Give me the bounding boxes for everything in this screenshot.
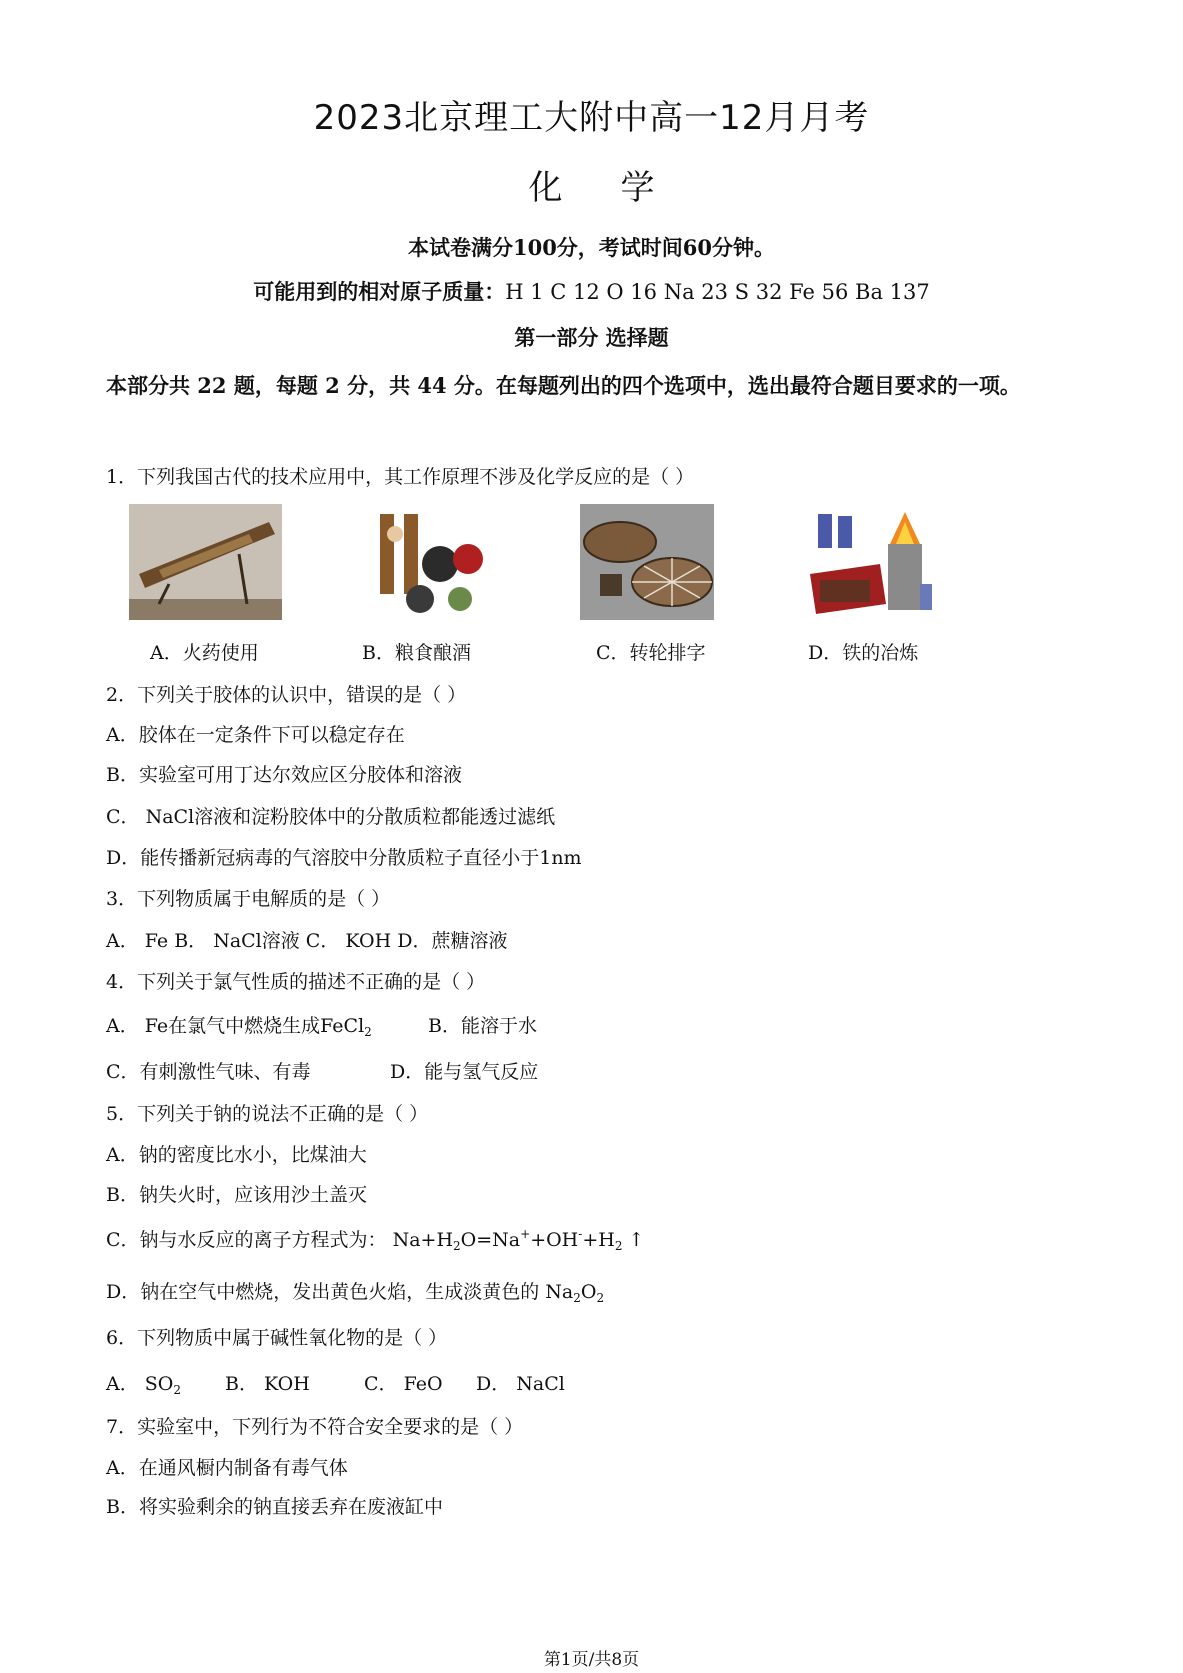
q5-option-c-sup2: - — [578, 1227, 583, 1241]
q1-option-b: B．粮食酿酒 — [362, 642, 471, 664]
q5-option-c-sub1: 2 — [453, 1239, 461, 1253]
q5-option-d-part1: D．钠在空气中燃烧，发出黄色火焰，生成淡黄色的 Na — [106, 1281, 574, 1303]
q1-stem: 1．下列我国古代的技术应用中，其工作原理不涉及化学反应的是（ ） — [106, 466, 695, 488]
q5-option-c-part2: O=Na — [460, 1229, 521, 1251]
q2-option-b: B．实验室可用丁达尔效应区分胶体和溶液 — [106, 764, 462, 786]
q4-option-a-sub: 2 — [364, 1025, 372, 1039]
q4-stem: 4．下列关于氯气性质的描述不正确的是（ ） — [106, 971, 486, 993]
q5-option-a: A．钠的密度比水小，比煤油大 — [106, 1144, 367, 1166]
q5-option-b: B．钠失火时，应该用沙土盖灭 — [106, 1184, 367, 1206]
q6-option-d: D． NaCl — [476, 1373, 565, 1395]
q2-option-a: A．胶体在一定条件下可以稳定存在 — [106, 724, 405, 746]
q5-option-d-part2: O — [580, 1281, 597, 1303]
iron-smelting-image — [800, 504, 936, 620]
exam-title: 2023北京理工大附中高一12月月考 — [313, 98, 870, 138]
section-title: 第一部分 选择题 — [514, 325, 669, 350]
q6-option-a — [106, 1369, 181, 1397]
q4-option-a — [106, 1011, 372, 1039]
q6-option-a-text: A． SO — [106, 1373, 174, 1395]
q5-option-c-part5: ↑ — [622, 1229, 645, 1251]
exam-info-atomic-masses — [0, 276, 1183, 306]
q2-option-c: C． NaCl溶液和淀粉胶体中的分散质粒都能透过滤纸 — [106, 806, 556, 828]
exam-info-score-time: 本试卷满分100分，考试时间60分钟。 — [407, 235, 776, 260]
q5-option-d-sub2: 2 — [596, 1291, 605, 1305]
q5-option-c — [106, 1225, 644, 1253]
q1-option-c: C．转轮排字 — [596, 642, 706, 664]
q4-option-c: C．有刺激性气味、有毒 — [106, 1061, 311, 1083]
rotating-type-wheel-image — [580, 504, 714, 620]
q7-option-b: B．将实验剩余的钠直接丢弃在废液缸中 — [106, 1496, 443, 1518]
q3-options: A． Fe B． NaCl溶液 C． KOH D．蔗糖溶液 — [106, 930, 508, 952]
atomic-mass-values: H 1 C 12 O 16 Na 23 S 32 Fe 56 Ba 137 — [505, 280, 930, 304]
q5-option-c-part1: C．钠与水反应的离子方程式为： Na+H — [106, 1229, 454, 1251]
q6-option-c: C． FeO — [364, 1373, 443, 1395]
q5-stem: 5．下列关于钠的说法不正确的是（ ） — [106, 1103, 429, 1125]
q4-option-d: D．能与氢气反应 — [390, 1061, 539, 1083]
grain-brewing-image — [360, 504, 500, 620]
q2-stem: 2．下列关于胶体的认识中，错误的是（ ） — [106, 684, 467, 706]
q7-stem: 7．实验室中，下列行为不符合安全要求的是（ ） — [106, 1416, 524, 1438]
q5-option-d-sub1: 2 — [573, 1291, 581, 1305]
q6-option-a-sub: 2 — [173, 1383, 181, 1397]
q5-option-c-part3: +OH — [530, 1229, 579, 1251]
q7-option-a: A．在通风橱内制备有毒气体 — [106, 1457, 348, 1479]
q3-stem: 3．下列物质属于电解质的是（ ） — [106, 888, 391, 910]
atomic-mass-label: 可能用到的相对原子质量： — [253, 279, 506, 304]
q1-option-d: D．铁的冶炼 — [808, 642, 919, 664]
section-instruction: 本部分共 22 题，每题 2 分，共 44 分。在每题列出的四个选项中，选出最符合题目要求的一项。 — [106, 373, 1021, 398]
q5-option-c-sub2: 2 — [614, 1239, 623, 1253]
q2-option-d: D．能传播新冠病毒的气溶胶中分散质粒子直径小于1nm — [106, 847, 582, 869]
q4-option-a-text: A． Fe在氯气中燃烧生成FeCl — [106, 1015, 365, 1037]
q1-option-a: A．火药使用 — [150, 642, 259, 664]
page-footer: 第1页/共8页 — [543, 1650, 640, 1670]
q6-stem: 6．下列物质中属于碱性氧化物的是（ ） — [106, 1327, 448, 1349]
q5-option-c-sup1: + — [520, 1227, 531, 1241]
q6-option-b: B． KOH — [225, 1373, 310, 1395]
q4-option-b: B．能溶于水 — [428, 1015, 537, 1037]
gunpowder-rocket-image — [129, 504, 282, 620]
q5-option-d — [106, 1277, 604, 1305]
exam-subject: 化学 — [528, 168, 713, 208]
q5-option-c-part4: +H — [582, 1229, 615, 1251]
